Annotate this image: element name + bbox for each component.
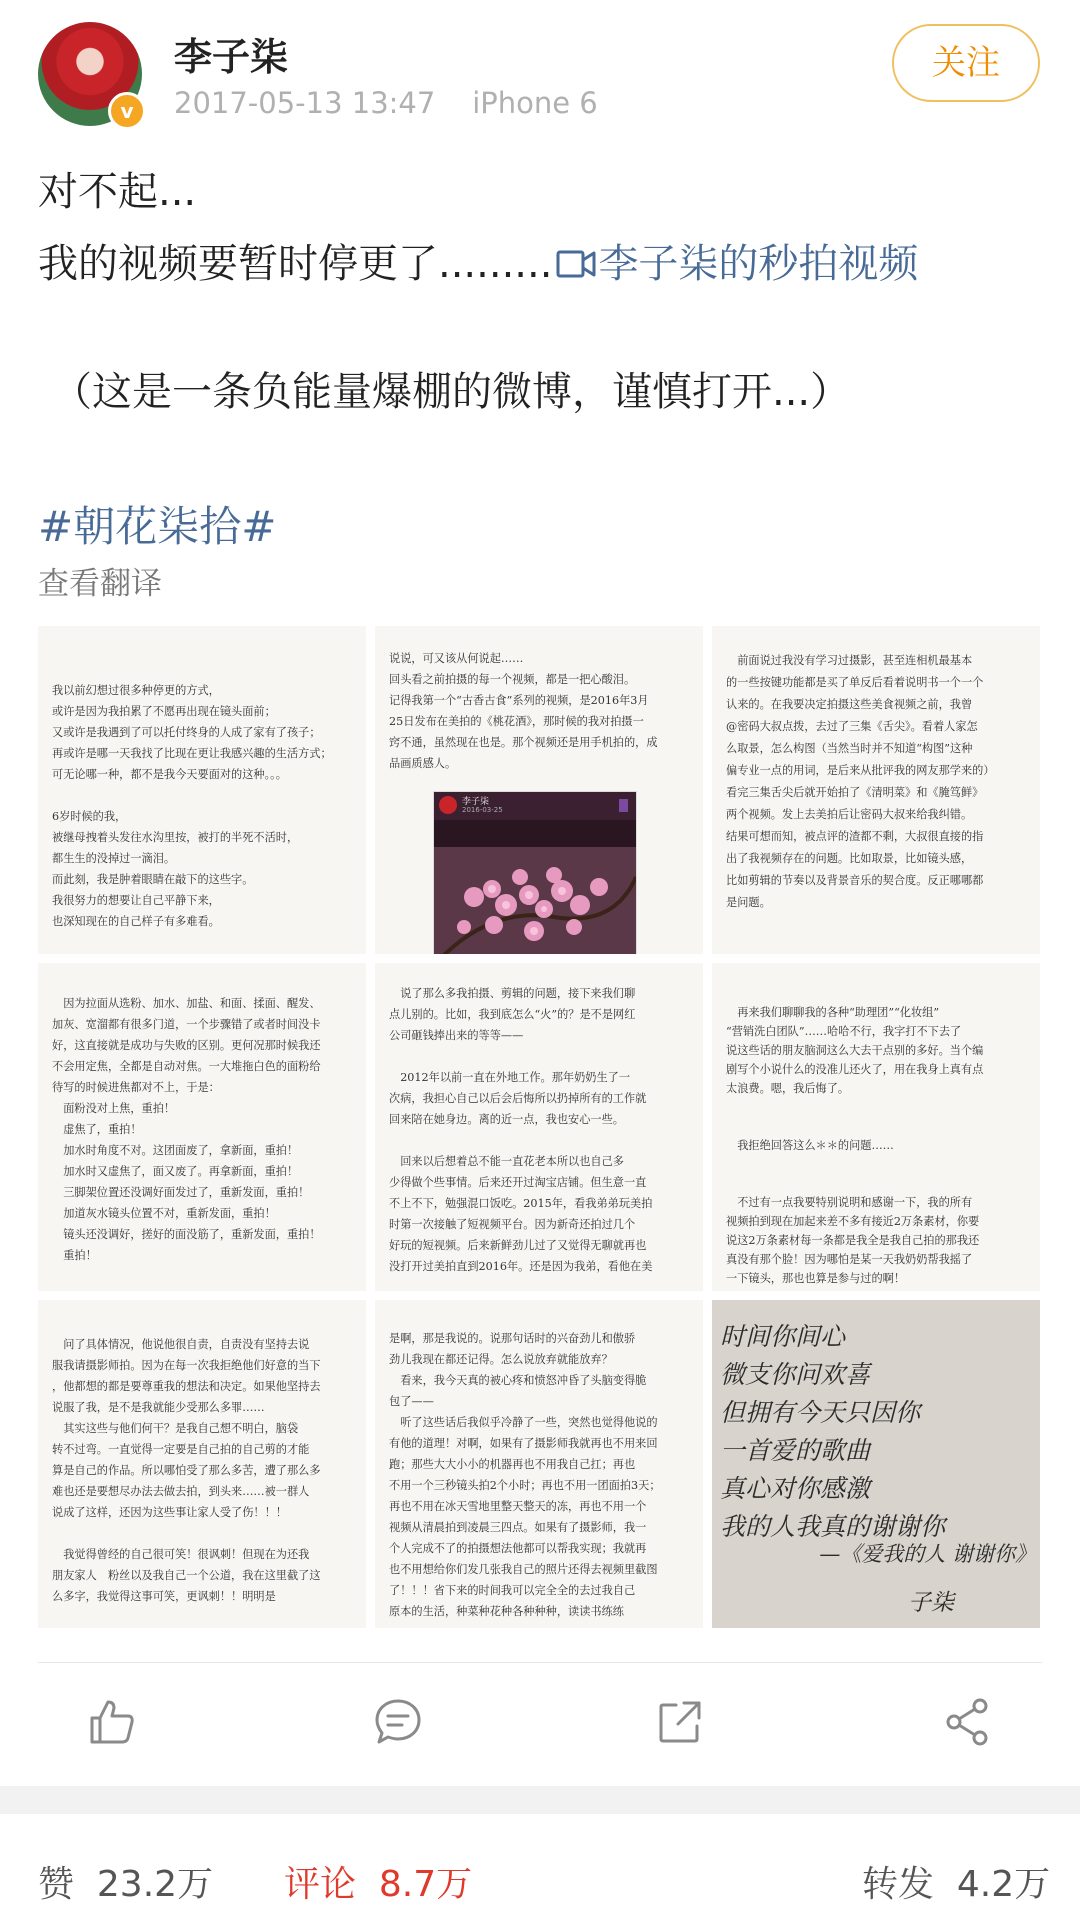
view-translation-link[interactable]: 查看翻译: [38, 566, 162, 602]
grid-image-6[interactable]: [712, 963, 1040, 1291]
post-text-line-3: （这是一条负能量爆棚的微博，谨慎打开...）: [52, 369, 851, 415]
handwritten-signature: 子柒: [908, 1590, 954, 1616]
grid-image-text: 说了那么多我拍摄、剪辑的问题，接下来我们聊 点儿别的。比如，我到底怎么“火”的？是不是网红 公司砸钱捧出来的等等—— 2012年以前一直在外地工作。那年奶奶生了一 次病，我担心自己以后会后悔所以扔掉所有的工作就 回来陪在她身边。离的近一点，我也安心一些。 回来以后想着总不能一直花老本所以也自己多 少得做个些事情。后来还开过淘宝店铺。但生意一直 不上不下，勉强混口饭吃。2015年，看我弟弟玩美拍 时第一次接触了短视频平台。因为新奇还拍过几个 好玩的短视频。后来新鲜劲儿过了又觉得无聊就再也 没打开过美拍直到2016年。还是因为我弟，看他在美: [389, 987, 653, 1273]
tab-likes[interactable]: 赞 23.2万: [38, 1864, 214, 1905]
post-text-line-2-content: 我的视频要暂时停更了.........: [38, 241, 553, 287]
menu-icon: [619, 799, 628, 812]
screenshot-card-date: 2016-03-25: [462, 806, 503, 814]
grid-image-5[interactable]: [375, 963, 703, 1291]
section-separator: [0, 1786, 1080, 1814]
divider: [38, 1662, 1042, 1663]
grid-image-text: 因为拉面从选粉、加水、加盐、和面、揉面、醒发、 加灰、宽溜都有很多门道，一个步骤错了或者时间没卡 好，这直接就是成功与失败的区别。更何况那时候我还 不会用定焦，全都是自动对焦。一大堆拖白色的面粉给 待写的时候进焦都对不上，于是： 面粉没对上焦，重拍！ 虚焦了，重拍！ 加水时角度不对。这团面废了，拿新面，重拍！ 加水时又虚焦了，面又废了。再拿新面，重拍！ 三脚架位置还没调好面发过了，重新发面，重拍！ 加道灰水镜头位置不对，重新发面，重拍！ 镜头还没调好，搓好的面没筋了，重新发面，重拍！ 重拍！: [52, 997, 321, 1262]
username[interactable]: 李子柒: [174, 35, 289, 79]
grid-image-8[interactable]: [375, 1300, 703, 1628]
hashtag-link[interactable]: #朝花柒拾#: [38, 502, 277, 551]
grid-image-text: 问了具体情况，他说他很自责，自责没有坚持去说 服我请摄影师拍。因为在每一次我拒绝他们好意的当下 ，他都想的都是要尊重我的想法和决定。如果他坚持去 说服了我，是不是我就能少受那么多罪…… 其实这些与他们何干？是我自己想不明白，脑袋 转不过弯。一直觉得一定要是自己拍的自己剪的才能 算是自己的作品。所以哪怕受了那么多苦，遭了那么多 难也还是要想尽办法去做去拍，到头来……被一群人 说成了这样，还因为这些事让家人受了伤！！！ 我觉得曾经的自己很可笑！很讽刺！但现在为还我 朋友家人 粉丝以及我自己一个公道，我在这里截了这 么多字，我觉得这事可笑，更讽刺！！明明是: [52, 1338, 321, 1603]
grid-image-text: 是啊，那是我说的。说那句话时的兴奋劲儿和傲骄 劲儿我现在都还记得。怎么说放弃就能放弃？ 看来，我今天真的被心疼和愤怒冲昏了头脑变得脆 包了—— 听了这些话后我似乎冷静了一些，突然也觉得他说的 有他的道理！对啊，如果有了摄影师我就再也不用来回 跑；那些大大小小的机器再也不用我自己扛；再也 不用一个三秒镜头拍2个小时；再也不用一团面拍3天； 再也不用在冰天雪地里整天整天的冻，再也不用一个 视频从清晨拍到凌晨三四点。如果有了摄影师，我一 个人完成不了的拍摄想法他都可以帮我实现；我就再 也不用想给你们发几张我自己的照片还得去视频里截图 了！！！省下来的时间我可以完全全的去过我自己 原本的生活，种菜种花种各种种种，读读书练练: [389, 1332, 661, 1618]
grid-image-text: 前面说过我没有学习过摄影，甚至连相机最基本 的一些按键功能都是买了单反后看着说明书一个一个 认来的。在我要决定拍摄这些美食视频之前，我曾 @密码大叔点拨，去过了三集《舌尖》。看着人家怎 么取景，怎么构图（当然当时并不知道“构图”这种 偏专业一点的用词，是后来从批评我的网友那学来的） 看完三集舌尖后就开始拍了《清明菜》和《腌笃鲜》 两个视频。发上去美拍后让密码大叔来给我纠错。 结果可想而知，被点评的渣都不剩，大叔很直接的指 出了我视频存在的问题。比如取景，比如镜头感， 比如剪辑的节奏以及背景音乐的契合度。反正哪哪都 是问题。: [726, 654, 995, 909]
post-device: iPhone 6: [472, 86, 598, 120]
post-text-line-2: [38, 232, 918, 289]
screenshot-card-name: 李子柒: [462, 797, 490, 807]
video-camera-icon: [556, 247, 596, 281]
grid-image-text: 说说，可又该从何说起…… 回头看之前拍摄的每一个视频，都是一把心酸泪。 记得我第一个“古香古食”系列的视频，是2016年3月 25日发布在美拍的《桃花酒》，那时候的我对拍摄一 窍不通，虽然现在也是。那个视频还是用手机拍的，成 品画质感人。: [389, 652, 658, 770]
follow-button[interactable]: 关注: [892, 24, 1040, 102]
tab-comments[interactable]: 评论 8.7万: [284, 1864, 473, 1905]
share-icon[interactable]: [942, 1696, 994, 1748]
like-icon[interactable]: [86, 1696, 138, 1748]
grid-image-text: 我以前幻想过很多种停更的方式， 或许是因为我拍累了不愿再出现在镜头面前； 又或许是我遇到了可以托付终身的人成了家有了孩子； 再或许是哪一天我找了比现在更让我感兴趣的生活方式； 可无论哪一种，都不是我今天要面对的这种。。。 6岁时候的我， 被继母拽着头发往水沟里按，被打的半死不活时， 都生生的没掉过一滴泪。 而此刻，我是肿着眼睛在敲下的这些字。 我很努力的想要让自己平静下来， 也深知现在的自己样子有多难看。: [52, 684, 332, 928]
grid-image-7[interactable]: [38, 1300, 366, 1628]
image-grid: [38, 626, 1040, 1628]
handwritten-song-title: —《爱我的人 谢谢你》: [819, 1542, 1036, 1566]
grid-image-4[interactable]: [38, 963, 366, 1291]
grid-image-9[interactable]: [712, 1300, 1040, 1628]
grid-image-1[interactable]: [38, 626, 366, 954]
post-text-line-1: 对不起...: [38, 169, 197, 215]
screenshot-card-avatar: [439, 796, 457, 814]
grid-image-text: 再来我们聊聊我的各种“助理团”“化妆组” “营销洗白团队”……哈哈不行，我字打不下去了 说这些话的朋友脑洞这么大去干点别的多好。当个编 剧写个小说什么的没准儿还火了，用在我身上真有点 太浪费。嗯，我后悔了。 我拒绝回答这么＊＊的问题…… 不过有一点我要特别说明和感谢一下，我的所有 视频拍到现在加起来差不多有接近2万条素材，你要 说这2万条素材每一条都是我全是我自己拍的那我还 真没有那个脸！因为哪怕是某一天我奶奶帮我摇了 一下镜头，那也也算是参与过的啊！: [726, 1006, 984, 1285]
post-meta: [174, 86, 598, 120]
peach-blossom-photo: [434, 847, 636, 954]
video-link[interactable]: [552, 241, 918, 287]
handwritten-note: [712, 1300, 1040, 1628]
grid-image-3[interactable]: [712, 626, 1040, 954]
verified-badge-icon: v: [108, 92, 146, 130]
post-timestamp: 2017-05-13 13:47: [174, 86, 436, 120]
handwritten-lyrics: 时间你间心 微支你问欢喜 但拥有今天只因你 一首爱的歌曲 真心对你感激 我的人我真的谢谢你: [720, 1322, 946, 1541]
grid-image-2[interactable]: [375, 626, 703, 954]
screenshot-card: [433, 791, 637, 954]
video-link-label[interactable]: 李子柒的秒拍视频: [598, 241, 919, 287]
tab-reposts[interactable]: 转发 4.2万: [862, 1864, 1051, 1905]
comment-icon[interactable]: [372, 1696, 424, 1748]
repost-icon[interactable]: [654, 1696, 706, 1748]
